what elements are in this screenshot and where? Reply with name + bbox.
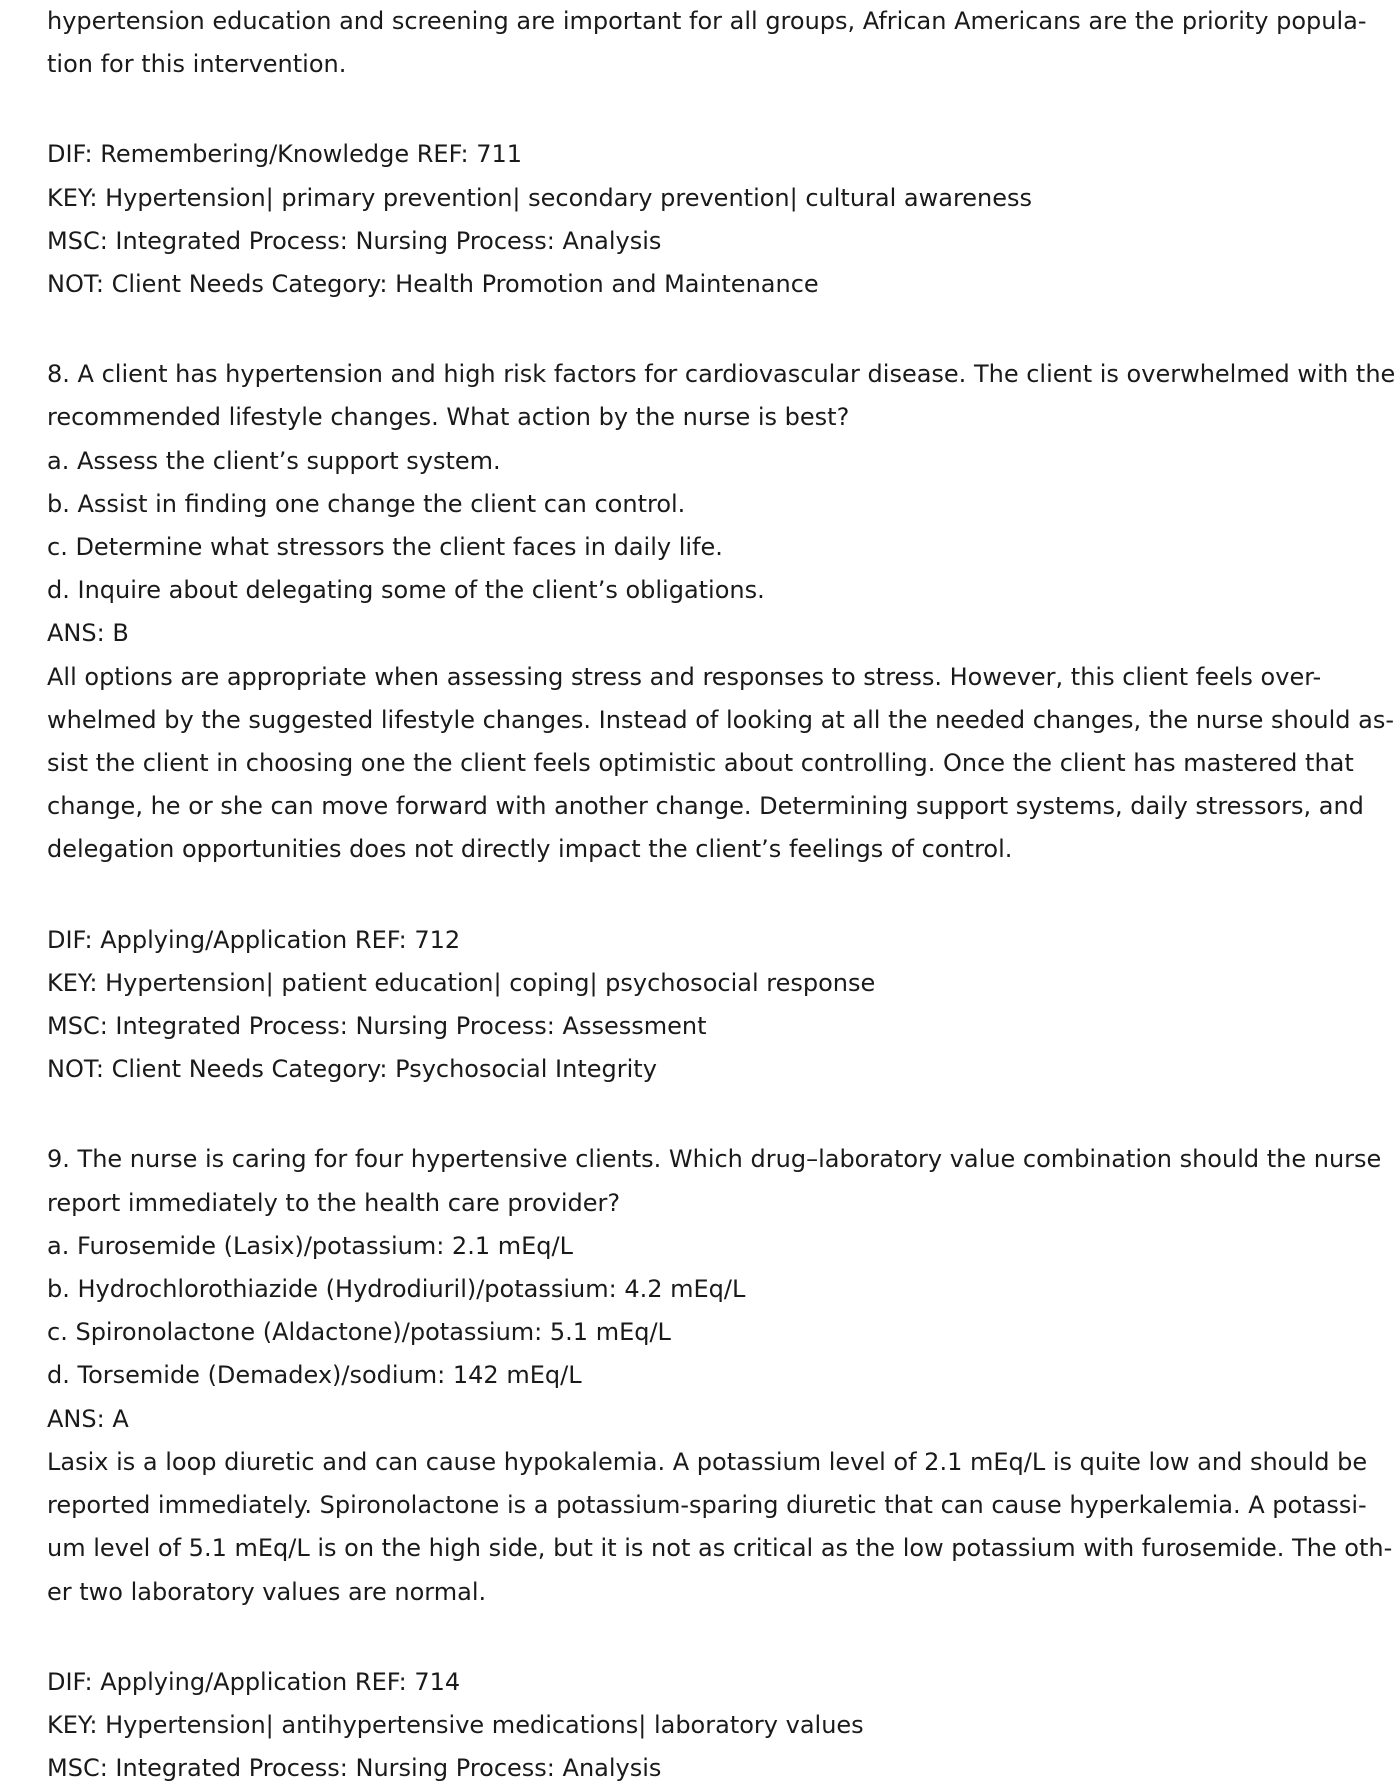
- rationale-line: delegation opportunities does not directly impact the client’s feelings of control.: [47, 835, 1013, 864]
- question-stem: 9. The nurse is caring for four hypertensive clients. Which drug–laboratory value combination should the nurse: [47, 1145, 1382, 1174]
- question-stem: recommended lifestyle changes. What action by the nurse is best?: [47, 403, 850, 432]
- spacer: [47, 872, 1367, 919]
- keywords-line: KEY: Hypertension| patient education| coping| psychosocial response: [47, 968, 876, 997]
- text-line: hypertension education and screening are important for all groups, African Americans are the priority popula-: [47, 7, 1367, 35]
- rationale-line: All options are appropriate when assessing stress and responses to stress. However, this client feels over-: [47, 662, 1322, 691]
- spacer: [47, 86, 1367, 133]
- keywords-line: KEY: Hypertension| primary prevention| secondary prevention| cultural awareness: [47, 183, 1033, 212]
- client-needs-line: NOT: Client Needs Category: Health Promotion and Maintenance: [47, 270, 819, 299]
- rationale-line: er two laboratory values are normal.: [47, 1577, 487, 1606]
- msc-line: MSC: Integrated Process: Nursing Process: Assessment: [47, 1012, 707, 1041]
- answer-option-b: b. Hydrochlorothiazide (Hydrodiuril)/potassium: 4.2 mEq/L: [47, 1275, 746, 1304]
- document-page: [47, 0, 1396, 1790]
- answer-option-a: a. Furosemide (Lasix)/potassium: 2.1 mEq/L: [47, 1231, 573, 1260]
- answer-key: ANS: B: [47, 619, 129, 648]
- difficulty-line: DIF: Remembering/Knowledge REF: 711: [47, 140, 523, 169]
- msc-line: MSC: Integrated Process: Nursing Process: Analysis: [47, 226, 662, 255]
- rationale-line: reported immediately. Spironolactone is a potassium-sparing diuretic that can cause hyperkalemia. A potassi-: [47, 1491, 1367, 1520]
- rationale-line: sist the client in choosing one the client feels optimistic about controlling. Once the client has mastered that: [47, 749, 1354, 778]
- difficulty-line: DIF: Applying/Application REF: 714: [47, 1667, 461, 1696]
- q7-metadata: [47, 133, 1367, 306]
- answer-option-d: d. Inquire about delegating some of the client’s obligations.: [47, 576, 765, 605]
- question-stem: 8. A client has hypertension and high risk factors for cardiovascular disease. The client is overwhelmed with the: [47, 360, 1396, 389]
- answer-key: ANS: A: [47, 1404, 129, 1433]
- q9-metadata: [47, 1661, 1367, 1790]
- answer-option-d: d. Torsemide (Demadex)/sodium: 142 mEq/L: [47, 1361, 582, 1390]
- intro-paragraph: [47, 0, 1367, 86]
- answer-option-b: b. Assist in finding one change the client can control.: [47, 489, 686, 518]
- answer-option-c: c. Determine what stressors the client faces in daily life.: [47, 533, 723, 562]
- rationale-line: um level of 5.1 mEq/L is on the high side, but it is not as critical as the low potassium with furosemide. The oth-: [47, 1534, 1393, 1563]
- question-stem: report immediately to the health care provider?: [47, 1188, 621, 1217]
- difficulty-line: DIF: Applying/Application REF: 712: [47, 925, 461, 954]
- answer-option-a: a. Assess the client’s support system.: [47, 446, 501, 475]
- spacer: [47, 1614, 1367, 1661]
- client-needs-line: NOT: Client Needs Category: Psychosocial Integrity: [47, 1055, 657, 1084]
- keywords-line: KEY: Hypertension| antihypertensive medications| laboratory values: [47, 1710, 864, 1739]
- answer-option-c: c. Spironolactone (Aldactone)/potassium: 5.1 mEq/L: [47, 1318, 671, 1347]
- rationale-line: whelmed by the suggested lifestyle changes. Instead of looking at all the needed changes, the nurse should as-: [47, 705, 1394, 734]
- text-line: tion for this intervention.: [47, 50, 347, 79]
- msc-line: MSC: Integrated Process: Nursing Process: Analysis: [47, 1754, 662, 1783]
- question-8: [47, 353, 1396, 871]
- rationale-line: Lasix is a loop diuretic and can cause hypokalemia. A potassium level of 2.1 mEq/L is quite low and should be: [47, 1447, 1368, 1476]
- q8-metadata: [47, 919, 1367, 1092]
- question-9: [47, 1138, 1393, 1613]
- spacer: [47, 306, 1367, 353]
- spacer: [47, 1091, 1367, 1138]
- rationale-line: change, he or she can move forward with another change. Determining support systems, daily stressors, and: [47, 792, 1364, 821]
